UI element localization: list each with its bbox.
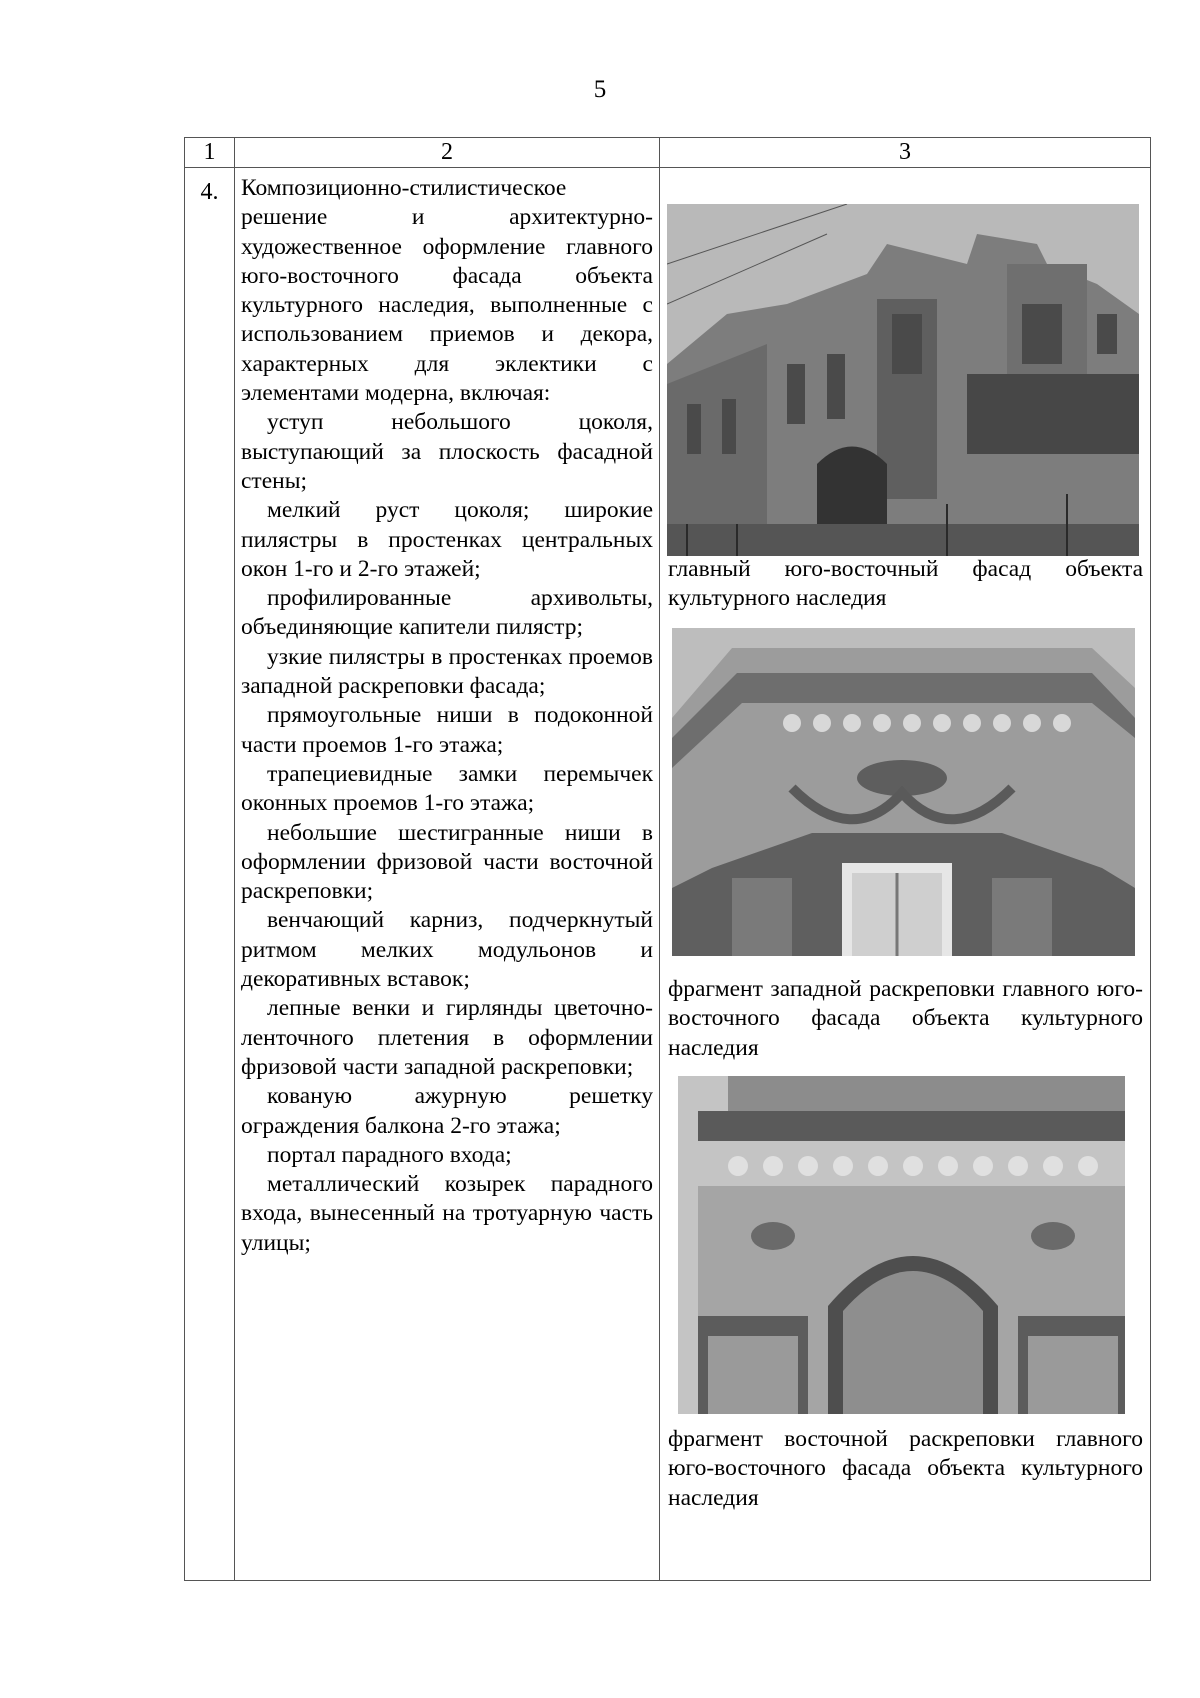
facade-photo <box>667 204 1139 556</box>
photo-caption: главный юго-восточный фасад объекта культурного наследия <box>668 556 1143 612</box>
photo-caption: фрагмент восточной раскреповки главного юго-восточного фасада объекта культурного наследия <box>668 1426 1143 1511</box>
list-item: прямоугольные ниши в подоконной части проемов 1-го этажа; <box>241 702 653 758</box>
list-item: уступ небольшого цоколя, выступающий за плоскость фасадной стены; <box>241 409 653 494</box>
heritage-table <box>184 137 1151 1581</box>
eastern-projection-photo <box>678 1076 1125 1414</box>
western-projection-photo <box>672 628 1135 956</box>
photo-caption: фрагмент западной раскреповки главного юго-восточного фасада объекта культурного наследия <box>668 976 1143 1061</box>
row-number: 4. <box>185 168 235 1581</box>
list-item: трапециевидные замки перемычек оконных проемов 1-го этажа; <box>241 760 653 817</box>
list-item: мелкий руст цоколя; широкие пилястры в простенках центральных окон 1-го и 2-го этажей; <box>241 497 653 582</box>
list-item: узкие пилястры в простенках проемов западной раскреповки фасада; <box>241 643 653 700</box>
list-item: лепные венки и гирлянды цветочно-ленточного плетения в оформлении фризовой части западной раскреповки; <box>241 995 653 1080</box>
list-item: портал парадного входа; <box>267 1141 512 1168</box>
list-item: кованую ажурную решетку ограждения балкона 2-го этажа; <box>241 1083 653 1139</box>
page-number: 5 <box>593 76 607 103</box>
table-header-row <box>185 138 1151 168</box>
list-item: металлический козырек парадного входа, вынесенный на тротуарную часть улицы; <box>241 1171 653 1256</box>
header-cell-2: 2 <box>235 138 660 168</box>
header-cell-3: 3 <box>660 138 1151 168</box>
list-item: профилированные архивольты, объединяющие капители пилястр; <box>241 585 653 641</box>
table-row <box>185 168 1151 1581</box>
list-item: небольшие шестигранные ниши в оформлении фризовой части восточной раскреповки; <box>241 819 653 905</box>
description-cell <box>235 168 660 1581</box>
intro-paragraph: Композиционно-стилистическое решение и архитектурно-художественное оформление главного юго-восточного фасада объекта культурного наследия, выполненные с использованием приемов и декора, характерных для эклектики с элементами модерна, включая: <box>241 175 653 407</box>
photos-cell <box>660 168 1151 1581</box>
list-item: венчающий карниз, подчеркнутый ритмом мелких модульонов и декоративных вставок; <box>241 907 653 993</box>
header-cell-1: 1 <box>185 138 235 168</box>
